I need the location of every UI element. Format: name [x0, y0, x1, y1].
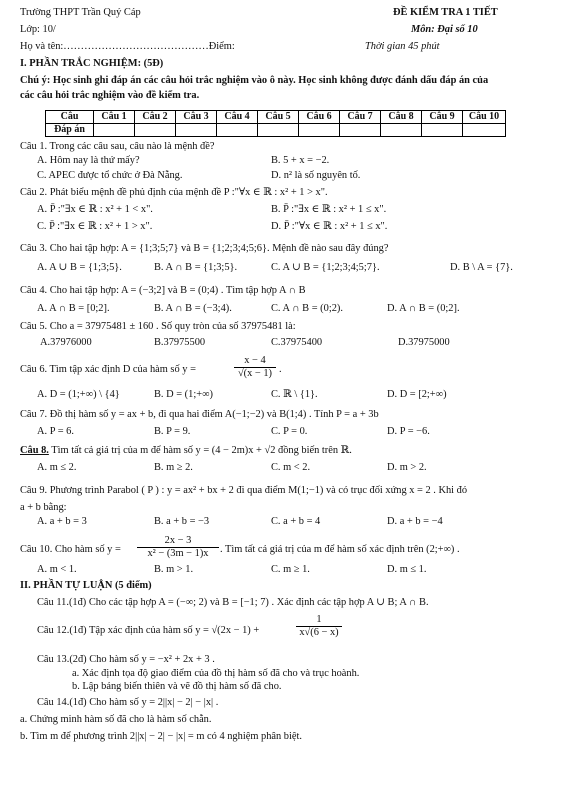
q1-option-c: C. APEC được tổ chức ở Đà Nẵng.	[37, 170, 183, 181]
q4-option-a: A. A ∩ B = [0;2].	[37, 303, 110, 314]
q8-text: Tìm tất cả giá trị của m để hàm số y = (4 − 2m)x + √2 đồng biến trên ℝ.	[48, 445, 352, 456]
q7-option-a: A. P = 6.	[37, 426, 74, 437]
question-9-cont: a + b bằng:	[20, 502, 67, 513]
school-name: Trường THPT Trần Quý Cáp	[20, 7, 141, 18]
q10-option-c: C. m ≥ 1.	[271, 564, 310, 575]
q4-option-d: D. A ∩ B = (0;2].	[387, 303, 460, 314]
answer-cell[interactable]	[299, 124, 340, 137]
q5-option-d: D.37975000	[398, 337, 450, 348]
question-6: Câu 6. Tìm tập xác định D của hàm số y =	[20, 364, 196, 375]
q2-option-c: C. P̄ :"∃x ∈ ℝ : x² + 1 > x".	[37, 221, 153, 232]
subject-label: Môn: Đại số 10	[411, 24, 478, 35]
q10-option-a: A. m < 1.	[37, 564, 77, 575]
question-10-cont: . Tìm tất cả giá trị của m để hàm số xác định trên (2;+∞) .	[220, 544, 460, 555]
table-row	[46, 111, 506, 124]
essay-13-a: a. Xác định tọa độ giao điểm của đồ thị hàm số đã cho và trục hoành.	[72, 668, 360, 679]
q2-option-a: A. P̄ :"∃x ∈ ℝ : x² + 1 < x".	[37, 204, 153, 215]
q2-option-d: D. P̄ :"∀x ∈ ℝ : x² + 1 ≤ x".	[271, 221, 388, 232]
answer-table	[45, 110, 506, 137]
q10-fraction	[137, 535, 219, 560]
question-1: Câu 1. Trong các câu sau, câu nào là mệnh đề?	[20, 141, 215, 152]
q6-option-c: C. ℝ \ {1}.	[271, 389, 318, 400]
q1-option-a: A. Hôm nay là thứ mấy?	[37, 155, 140, 166]
q4-option-c: C. A ∩ B = (0;2).	[271, 303, 343, 314]
q6-period: .	[279, 364, 282, 375]
answer-cell[interactable]	[135, 124, 176, 137]
time-label: Thời gian 45 phút	[365, 41, 440, 52]
q10-option-d: D. m ≤ 1.	[387, 564, 427, 575]
q6-option-d: D. D = [2;+∞)	[387, 389, 447, 400]
answer-cell[interactable]	[176, 124, 217, 137]
answer-cell[interactable]	[217, 124, 258, 137]
table-header: Câu 10	[463, 111, 506, 124]
q6-option-b: B. D = (1;+∞)	[154, 389, 213, 400]
q7-option-c: C. P = 0.	[271, 426, 308, 437]
exam-title: ĐỀ KIỂM TRA 1 TIẾT	[393, 7, 498, 18]
q9-option-d: D. a + b = −4	[387, 516, 443, 527]
essay-13: Câu 13.(2đ) Cho hàm số y = −x² + 2x + 3 .	[37, 654, 215, 665]
section1-title: I. PHẦN TRẮC NGHIỆM: (5Đ)	[20, 58, 164, 69]
table-header: Câu 7	[340, 111, 381, 124]
essay-13-b: b. Lập bảng biến thiên và vẽ đồ thị hàm số đã cho.	[72, 681, 282, 692]
table-header: Câu 6	[299, 111, 340, 124]
table-header: Câu 5	[258, 111, 299, 124]
question-7: Câu 7. Đồ thị hàm số y = ax + b, đi qua hai điểm A(−1;−2) và B(1;4) . Tính P = a + 3b	[20, 409, 379, 420]
q8-option-b: B. m ≥ 2.	[154, 462, 193, 473]
note-line1: Chú ý: Học sinh ghi đáp án các câu hỏi trắc nghiệm vào ô này. Học sinh không được đánh dấu đáp án của	[20, 75, 489, 86]
answer-cell[interactable]	[94, 124, 135, 137]
question-4: Câu 4. Cho hai tập hợp: A = (−3;2] và B = (0;4) . Tìm tập hợp A ∩ B	[20, 285, 306, 296]
q1-option-b: B. 5 + x = −2.	[271, 155, 330, 166]
essay-12: Câu 12.(1đ) Tập xác định của hàm số y = √(2x − 1) +	[37, 625, 260, 636]
e12-numerator: 1	[296, 614, 342, 627]
q10-numerator: 2x − 3	[137, 535, 219, 548]
q6-option-a: A. D = (1;+∞) \ {4}	[37, 389, 120, 400]
table-header: Câu 3	[176, 111, 217, 124]
q9-option-a: A. a + b = 3	[37, 516, 87, 527]
table-header: Câu 1	[94, 111, 135, 124]
q3-option-d: D. B \ A = {7}.	[450, 262, 513, 273]
e12-fraction	[296, 614, 342, 639]
q3-option-a: A. A ∪ B = {1;3;5}.	[37, 262, 122, 273]
q1-option-d: D. n² là số nguyên tố.	[271, 170, 361, 181]
table-row	[46, 124, 506, 137]
q2-option-b: B. P̄ :"∃x ∈ ℝ : x² + 1 ≤ x".	[271, 204, 387, 215]
q3-option-b: B. A ∩ B = {1;3;5}.	[154, 262, 238, 273]
table-header: Câu 2	[135, 111, 176, 124]
name-score-line: Họ và tên:……………………………………Điểm:	[20, 41, 235, 52]
answer-cell[interactable]	[258, 124, 299, 137]
q8-option-d: D. m > 2.	[387, 462, 427, 473]
question-10: Câu 10. Cho hàm số y =	[20, 544, 121, 555]
q5-option-b: B.37975500	[154, 337, 206, 348]
q5-option-a: A.37976000	[40, 337, 92, 348]
q8-option-a: A. m ≤ 2.	[37, 462, 77, 473]
q10-denominator: x² − (3m − 1)x	[147, 547, 209, 559]
answer-cell[interactable]	[463, 124, 506, 137]
q7-option-b: B. P = 9.	[154, 426, 191, 437]
essay-14-b: b. Tìm m để phương trình 2||x| − 2| − |x| = m có 4 nghiệm phân biệt.	[20, 731, 302, 742]
q8-option-c: C. m < 2.	[271, 462, 311, 473]
section2-title: II. PHẦN TỰ LUẬN (5 điểm)	[20, 580, 152, 591]
answer-cell[interactable]	[340, 124, 381, 137]
essay-14-a: a. Chứng minh hàm số đã cho là hàm số chẵn.	[20, 714, 212, 725]
note-line2: các câu hỏi trắc nghiệm vào đề kiểm tra.	[20, 90, 200, 101]
class-label: Lớp: 10/	[20, 24, 56, 35]
table-header: Câu 8	[381, 111, 422, 124]
q6-fraction	[234, 355, 276, 380]
q5-option-c: C.37975400	[271, 337, 323, 348]
table-header: Câu 4	[217, 111, 258, 124]
answer-cell[interactable]	[381, 124, 422, 137]
table-row-label: Đáp án	[46, 124, 94, 137]
question-3: Câu 3. Cho hai tập hợp: A = {1;3;5;7} và B = {1;2;3;4;5;6}. Mệnh đề nào sau đây đúng?	[20, 243, 389, 254]
q6-denominator: √(x − 1)	[237, 367, 273, 379]
q8-label: Câu 8.	[20, 445, 49, 456]
table-header: Câu	[46, 111, 94, 124]
q10-option-b: B. m > 1.	[154, 564, 194, 575]
answer-cell[interactable]	[422, 124, 463, 137]
q6-numerator: x − 4	[234, 355, 276, 368]
q9-option-c: C. a + b = 4	[271, 516, 321, 527]
essay-14: Câu 14.(1đ) Cho hàm số y = 2||x| − 2| − |x| .	[37, 697, 219, 708]
table-header: Câu 9	[422, 111, 463, 124]
q7-option-d: D. P = −6.	[387, 426, 430, 437]
question-5: Câu 5. Cho a = 37975481 ± 160 . Số quy tròn của số 37975481 là:	[20, 321, 296, 332]
q9-option-b: B. a + b = −3	[154, 516, 210, 527]
q3-option-c: C. A ∪ B = {1;2;3;4;5;7}.	[271, 262, 380, 273]
question-9: Câu 9. Phương trình Parabol ( P ) : y = ax² + bx + 2 đi qua điểm M(1;−1) và có trục đối xứng x = 2 . Khi đó	[20, 485, 468, 496]
q4-option-b: B. A ∩ B = (−3;4).	[154, 303, 232, 314]
essay-11: Câu 11.(1đ) Cho các tập hợp A = (−∞; 2) và B = [−1; 7) . Xác định các tập hợp A ∪ B; A ∩ B.	[37, 597, 429, 608]
e12-denominator: x√(6 − x)	[299, 626, 339, 638]
question-8	[20, 445, 352, 457]
question-2: Câu 2. Phát biểu mệnh đề phủ định của mệnh đề P :"∀x ∈ ℝ : x² + 1 > x".	[20, 187, 328, 198]
